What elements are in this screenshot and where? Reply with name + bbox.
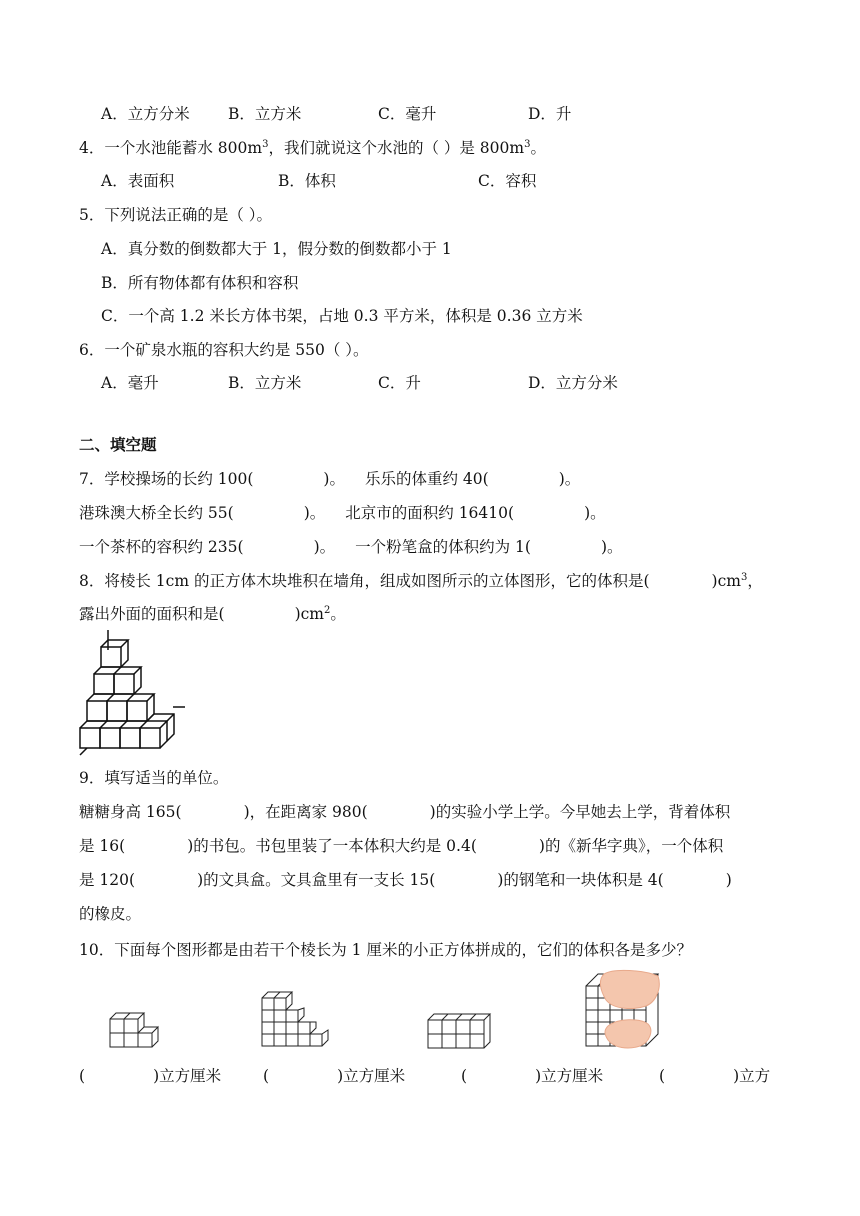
section-title: 二、填空题 — [79, 435, 157, 454]
q10-stem: 10．下面每个图形都是由若干个棱长为 1 厘米的小正方体拼成的，它们的体积各是多少？ — [79, 941, 692, 959]
q4-option-b[interactable]: B．体积 — [278, 172, 336, 190]
q3-option-b[interactable]: B．立方米 — [228, 105, 302, 123]
q8-line-1: 8．将棱长 1cm 的正方体木块堆积在墙角，组成如图所示的立体图形，它的体积是( )$cm^3$， — [79, 571, 763, 590]
q10-answer-4[interactable]: ( )立方 — [659, 1067, 771, 1085]
q10-figure-4 — [584, 968, 666, 1050]
q7-line-1: 7．学校操场的长约 100( )。 乐乐的体重约 40( )。 — [79, 470, 581, 488]
q4-option-a[interactable]: A．表面积 — [101, 172, 175, 190]
q6-option-c[interactable]: C．升 — [378, 374, 421, 392]
q10-figure-1 — [108, 1006, 158, 1050]
q5-option-b[interactable]: B．所有物体都有体积和容积 — [101, 274, 299, 292]
q4-option-c[interactable]: C．容积 — [478, 172, 537, 190]
q3-option-d[interactable]: D．升 — [528, 105, 572, 123]
q6-stem: 6．一个矿泉水瓶的容积大约是 550（ ）。 — [79, 341, 369, 359]
q6-option-d[interactable]: D．立方分米 — [528, 374, 618, 392]
q4-stem: 4．一个水池能蓄水 $800m^3$，我们就说这个水池的（ ）是 $800m^3$。 — [79, 138, 546, 157]
q8-line-2: 露出外面的面积和是( )$cm^2$。 — [79, 604, 346, 623]
q5-option-c[interactable]: C．一个高 1.2 米长方体书架，占地 0.3 平方米，体积是 0.36 立方米 — [101, 307, 583, 325]
q10-figure-4-blob-top — [600, 970, 659, 1008]
q3-option-a[interactable]: A．立方分米 — [101, 105, 190, 123]
q6-option-a[interactable]: A．毫升 — [101, 374, 159, 392]
q7-line-2: 港珠澳大桥全长约 55( )。 北京市的面积约 16410( )。 — [79, 504, 606, 522]
q10-answer-1[interactable]: ( )立方厘米 — [79, 1067, 222, 1085]
q7-line-3: 一个茶杯的容积约 235( )。 一个粉笔盒的体积约为 1( )。 — [79, 538, 623, 556]
q9-line-4: 的橡皮。 — [79, 905, 142, 923]
q10-answer-2[interactable]: ( )立方厘米 — [263, 1067, 406, 1085]
q9-title: 9．填写适当的单位。 — [79, 769, 229, 787]
q10-figure-3 — [426, 1006, 492, 1050]
q10-figure-2 — [260, 986, 330, 1050]
q10-figure-4-blob-bottom — [605, 1020, 651, 1048]
q9-line-3: 是 120( )的文具盒。文具盒里有一支长 15( )的钢笔和一块体积是 4( ) — [79, 871, 732, 889]
q10-answer-3[interactable]: ( )立方厘米 — [461, 1067, 604, 1085]
q8-cube-figure — [75, 630, 195, 760]
q6-option-b[interactable]: B．立方米 — [228, 374, 302, 392]
q5-option-a[interactable]: A．真分数的倒数都大于 1，假分数的倒数都小于 1 — [101, 240, 452, 258]
q3-option-c[interactable]: C．毫升 — [378, 105, 437, 123]
q9-line-1: 糖糖身高 165( )，在距离家 980( )的实验小学上学。今早她去上学，背着体积 — [79, 803, 731, 821]
q5-stem: 5．下列说法正确的是（ ）。 — [79, 206, 273, 224]
q9-line-2: 是 16( )的书包。书包里装了一本体积大约是 0.4( )的《新华字典》，一个体积 — [79, 837, 724, 855]
